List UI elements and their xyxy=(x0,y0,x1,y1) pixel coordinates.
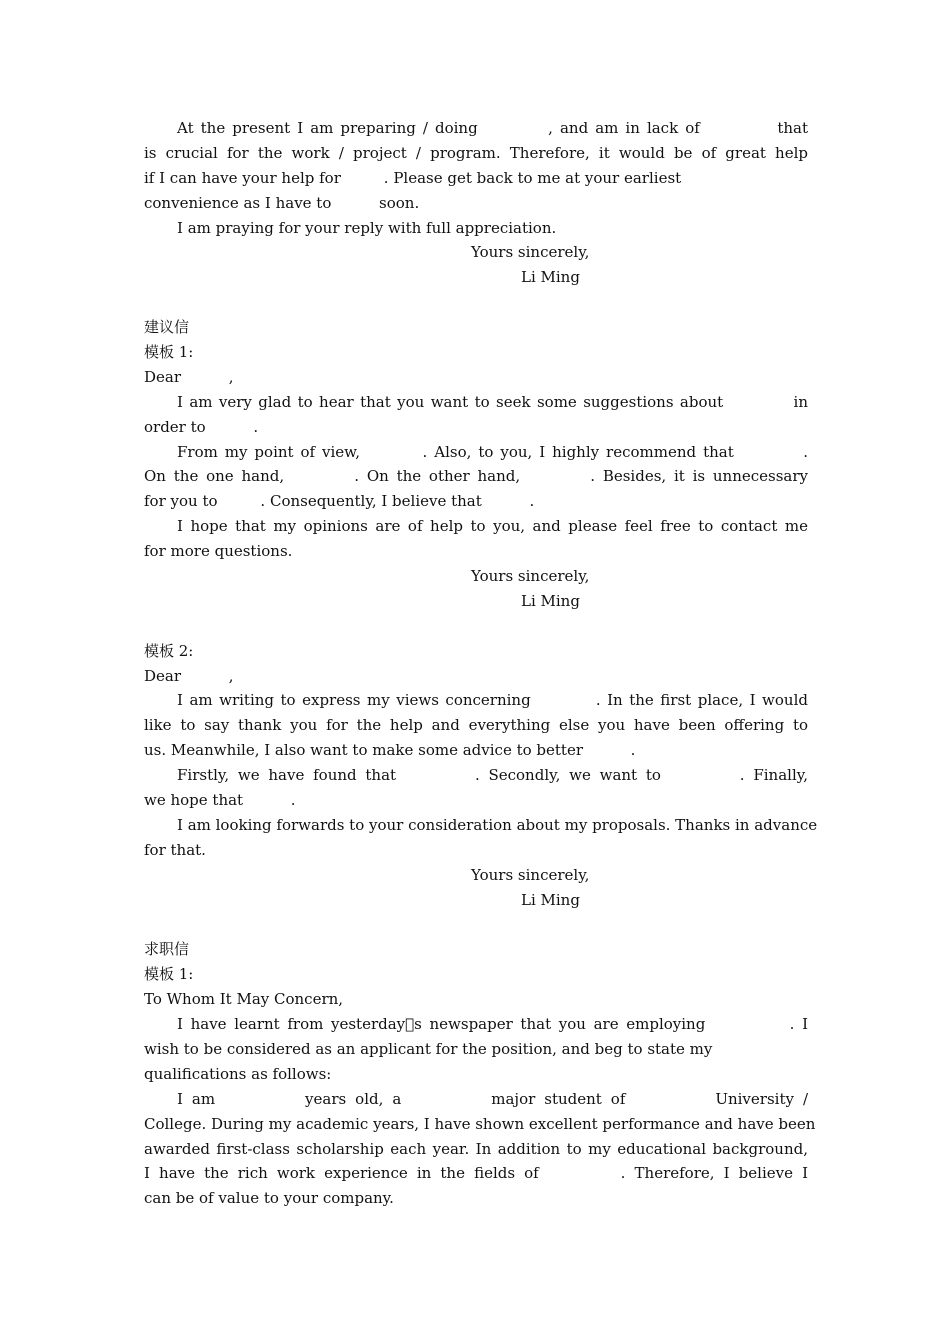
closing-name: Li Ming xyxy=(521,268,580,287)
letter-line: for more questions. xyxy=(144,542,293,561)
closing-name: Li Ming xyxy=(521,890,580,909)
closing-name: Li Ming xyxy=(521,591,580,610)
intro-line-1: At the present I am preparing / doing , and am in lack of that xyxy=(177,119,808,137)
spacer xyxy=(144,614,808,639)
intro-line-2: is crucial for the work / project / program. Therefore, it would be of great help xyxy=(144,143,808,162)
letter-line: for that. xyxy=(144,840,206,859)
letter-line: we hope that . xyxy=(144,791,296,810)
document-page xyxy=(144,116,818,1211)
template-label: 模板 2: xyxy=(144,641,194,660)
letter-line: I have the rich work experience in the fields of . Therefore, I believe I xyxy=(144,1164,808,1183)
intro-line-3: if I can have your help for . Please get back to me at your earliest xyxy=(144,168,682,187)
letter-line: Firstly, we have found that . Secondly, we want to . Finally, xyxy=(177,766,808,785)
letter-greeting: To Whom It May Concern, xyxy=(144,990,344,1009)
letter-greeting: Dear , xyxy=(144,666,234,685)
letter-line: College. During my academic years, I have shown excellent performance and have been xyxy=(144,1114,816,1133)
closing-yours: Yours sincerely, xyxy=(471,243,590,262)
letter-line: I hope that my opinions are of help to you, and please feel free to contact me xyxy=(177,517,808,536)
letter-line: I have learnt from yesterday s newspaper that you are employing . I xyxy=(177,1015,808,1034)
section-heading-job: 求职信 xyxy=(144,940,190,959)
letter-line: us. Meanwhile, I also want to make some advice to better . xyxy=(144,741,636,760)
letter-line: From my point of view, . Also, to you, I highly recommend that . xyxy=(177,442,808,461)
letter-line: On the one hand, . On the other hand, . Besides, it is unnecessary xyxy=(144,467,808,486)
letter-line: for you to . Consequently, I believe that . xyxy=(144,492,535,511)
letter-line: qualifications as follows: xyxy=(144,1064,332,1083)
closing-yours: Yours sincerely, xyxy=(471,865,590,884)
letter-line: I am very glad to hear that you want to seek some suggestions about in xyxy=(177,392,808,411)
spacer xyxy=(144,913,808,938)
letter-greeting: Dear , xyxy=(144,367,234,386)
letter-line: order to . xyxy=(144,417,259,436)
spacer xyxy=(144,290,808,315)
intro-line-4: convenience as I have to soon. xyxy=(144,193,420,212)
letter-line: wish to be considered as an applicant for the position, and beg to state my xyxy=(144,1039,713,1058)
letter-line: I am years old, a major student of University / xyxy=(177,1089,808,1108)
letter-line: awarded first-class scholarship each year. In addition to my educational background, xyxy=(144,1139,808,1158)
section-heading-suggestion: 建议信 xyxy=(144,318,190,337)
template-label: 模板 1: xyxy=(144,343,194,362)
intro-line-5: I am praying for your reply with full appreciation. xyxy=(177,218,557,237)
closing-yours: Yours sincerely, xyxy=(471,567,590,586)
letter-line: I am looking forwards to your consideration about my proposals. Thanks in advance xyxy=(177,815,818,834)
letter-line: I am writing to express my views concerning . In the first place, I would xyxy=(177,691,808,710)
template-label: 模板 1: xyxy=(144,965,194,984)
letter-line: can be of value to your company. xyxy=(144,1189,394,1208)
letter-line: like to say thank you for the help and everything else you have been offering to xyxy=(144,716,808,735)
